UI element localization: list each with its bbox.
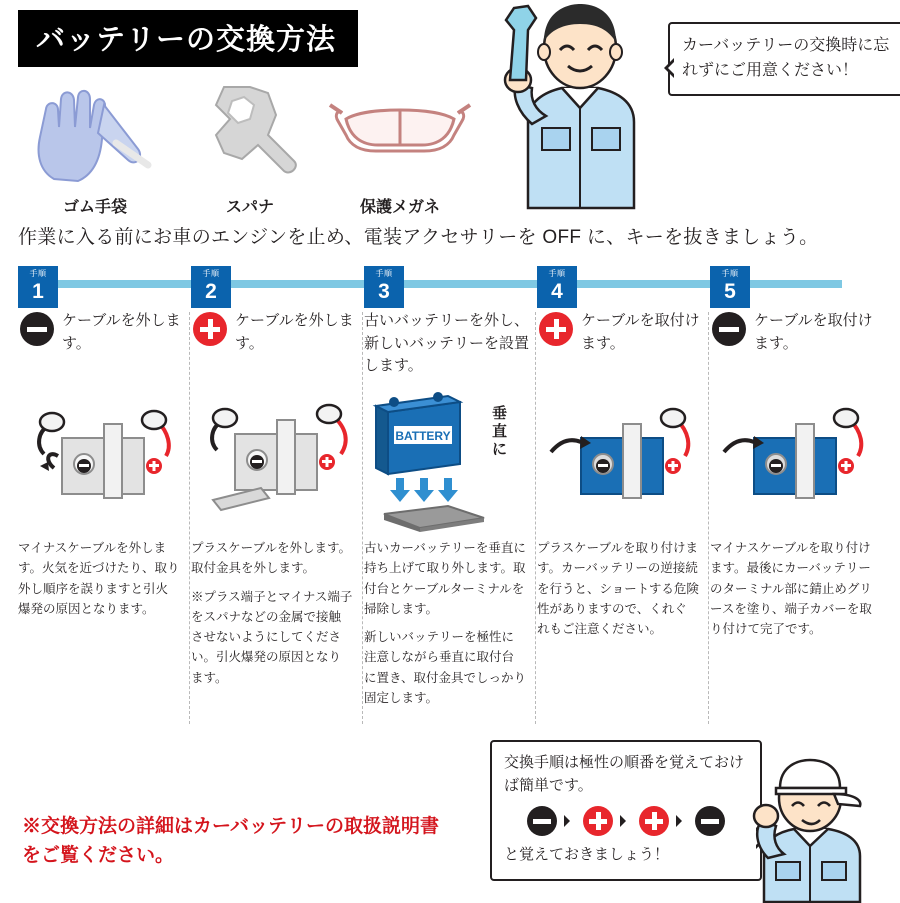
battery-diagram-step-3 — [364, 376, 532, 536]
step-body-2 — [191, 538, 353, 696]
step-column-3 — [364, 310, 532, 730]
column-divider — [535, 312, 536, 724]
step-columns — [18, 310, 882, 730]
rubber-gloves-icon — [20, 75, 170, 185]
step-badge-4 — [537, 266, 577, 308]
step-badge-3 — [364, 266, 404, 308]
step-badge-label: 手順 — [721, 269, 739, 278]
step-header-5 — [710, 310, 878, 372]
lead-sentence: 作業に入る前にお車のエンジンを止め、電装アクセサリーを OFF に、キーを抜きましょう。 — [18, 227, 819, 248]
plus-polarity-icon — [583, 806, 613, 836]
plus-polarity-icon — [539, 312, 573, 346]
step-badge-2 — [191, 266, 231, 308]
step-badge-label: 手順 — [29, 269, 47, 278]
step-badge-number: 4 — [551, 280, 563, 303]
step-body-paragraph: プラスケーブルを外します。取付金具を外します。 — [191, 541, 352, 576]
svg-text:BATTERY: BATTERY — [395, 429, 451, 443]
step-heading: ケーブルを取付けます。 — [581, 312, 700, 352]
bubble-top-text: カーバッテリーの交換時に忘れずにご用意ください！ — [682, 37, 890, 79]
triangle-right-icon — [564, 815, 576, 827]
step-header-4 — [537, 310, 705, 372]
battery-diagram-step-1 — [18, 376, 186, 536]
step-column-5 — [710, 310, 878, 730]
tool-label: ゴム手袋 — [62, 199, 127, 216]
step-header-3 — [364, 310, 532, 372]
polarity-sequence — [504, 806, 748, 836]
step-body-1 — [18, 538, 180, 627]
tools-row — [20, 75, 480, 216]
step-badge-1 — [18, 266, 58, 308]
battery-diagram-step-5 — [710, 376, 878, 536]
triangle-right-icon — [676, 815, 688, 827]
step-body-paragraph: 古いカーバッテリーを垂直に持ち上げて取り外します。取付台とケーブルターミナルを掃除します。 — [364, 541, 526, 616]
step-arrow-strip — [18, 266, 882, 308]
worker-illustration-bottom — [742, 758, 892, 903]
step-column-4 — [537, 310, 705, 730]
speech-bubble-bottom — [490, 740, 762, 881]
step-column-1 — [18, 310, 186, 730]
safety-glasses-icon — [320, 75, 480, 185]
step-body-paragraph: マイナスケーブルを外します。火気を近づけたり、取り外し順序を誤りますと引火爆発の原因となります。 — [18, 541, 180, 616]
minus-polarity-icon — [20, 312, 54, 346]
step-badge-number: 2 — [205, 280, 217, 303]
step-heading: 古いバッテリーを外し、新しいバッテリーを設置します。 — [364, 312, 530, 374]
step-heading: ケーブルを外します。 — [235, 312, 354, 352]
step-body-paragraph: プラスケーブルを取り付けます。カーバッテリーの逆接続を行うと、ショートする危険性がありますので、くれぐれもご注意ください。 — [537, 541, 699, 636]
bubble-bottom-line2: と覚えておきましょう！ — [504, 846, 670, 863]
step-column-2 — [191, 310, 359, 730]
step-badge-number: 1 — [32, 280, 44, 303]
worker-illustration — [470, 0, 690, 210]
step-header-2 — [191, 310, 359, 372]
tool-item-gloves — [20, 75, 170, 217]
step-badge-label: 手順 — [375, 269, 393, 278]
step-body-3 — [364, 538, 526, 716]
step-body-paragraph: ※プラス端子とマイナス端子をスパナなどの金属で接触させないようにしてください。引火爆発の原因となります。 — [191, 589, 353, 685]
svg-text:垂: 垂 — [492, 405, 508, 422]
step-badge-label: 手順 — [548, 269, 566, 278]
svg-text:に: に — [492, 441, 508, 458]
triangle-right-icon — [620, 815, 632, 827]
plus-polarity-icon — [639, 806, 669, 836]
bubble-bottom-line1: 交換手順は極性の順番を覚えておけば簡単です。 — [504, 754, 745, 794]
bubble-tail-inner — [658, 58, 678, 78]
column-divider — [708, 312, 709, 724]
step-badge-5 — [710, 266, 750, 308]
minus-polarity-icon — [527, 806, 557, 836]
tool-item-spanner — [180, 75, 320, 217]
step-header-1 — [18, 310, 186, 372]
step-heading: ケーブルを取付けます。 — [754, 312, 873, 352]
battery-diagram-step-2 — [191, 376, 359, 536]
spanner-icon — [180, 75, 320, 185]
tool-label: 保護メガネ — [359, 199, 440, 216]
step-body-4 — [537, 538, 699, 647]
column-divider — [362, 312, 363, 724]
step-badge-number: 3 — [378, 280, 390, 303]
page-title: バッテリーの交換方法 — [18, 10, 358, 67]
minus-polarity-icon — [695, 806, 725, 836]
battery-diagram-step-4 — [537, 376, 705, 536]
step-heading: ケーブルを外します。 — [62, 312, 181, 352]
plus-polarity-icon — [193, 312, 227, 346]
column-divider — [189, 312, 190, 724]
footer-note: ※交換方法の詳細はカーバッテリーの取扱説明書をご覧ください。 — [22, 816, 440, 867]
step-body-5 — [710, 538, 872, 647]
tool-item-glasses — [320, 75, 480, 217]
step-badge-number: 5 — [724, 280, 736, 303]
step-body-paragraph: 新しいバッテリーを極性に注意しながら垂直に取付台に置き、取付金具でしっかり固定します。 — [364, 630, 527, 705]
tool-label: スパナ — [225, 199, 274, 216]
step-badge-label: 手順 — [202, 269, 220, 278]
minus-polarity-icon — [712, 312, 746, 346]
step-body-paragraph: マイナスケーブルを取り付けます。最後にカーバッテリーのターミナル部に錆止めグリースを塗り、端子カバーを取り付けて完了です。 — [710, 541, 872, 636]
speech-bubble-top — [668, 22, 900, 96]
svg-text:直: 直 — [492, 423, 508, 440]
